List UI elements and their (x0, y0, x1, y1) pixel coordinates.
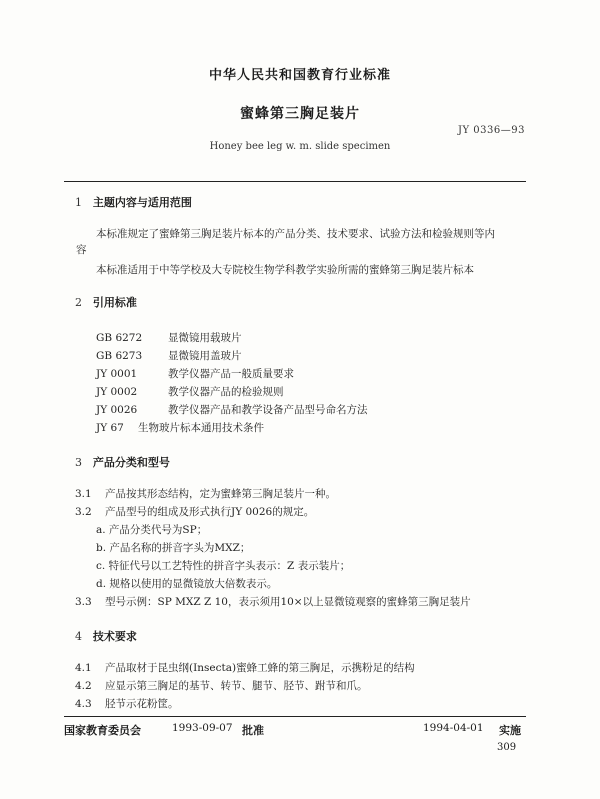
clause-4-2 (75, 678, 368, 693)
section-title: 产品分类和型号 (92, 456, 170, 469)
reference-title: 显微镜用盖玻片 (168, 350, 242, 362)
clause-text: 产品按其形态结构，定为蜜蜂第三胸足装片一种。 (105, 488, 336, 500)
standard-number: JY 0336—93 (458, 125, 525, 136)
section-title: 主题内容与适用范围 (92, 196, 192, 209)
document-title: 蜜蜂第三胸足装片 (240, 106, 360, 122)
paragraph: 本标准规定了蜜蜂第三胸足装片标本的产品分类、技术要求、试验方法和检验规则等内 (96, 228, 495, 240)
reference-title: 教学仪器产品的检验规则 (168, 386, 284, 398)
reference-title: 显微镜用载玻片 (168, 332, 242, 344)
section-4-heading (75, 628, 137, 644)
paragraph-continuation: 容 (76, 244, 87, 256)
clause-number: 4.1 (75, 662, 92, 674)
sub-item-b: b. 产品名称的拼音字头为MXZ； (96, 542, 251, 554)
reference-code: JY 0001 (96, 368, 138, 380)
approve-label: 批准 (242, 724, 264, 737)
section-2-heading (75, 294, 137, 310)
clause-number: 4.3 (75, 698, 92, 710)
clause-text: 型号示例：SP MXZ Z 10，表示须用10×以上显微镜观察的蜜蜂第三胸足装片 (105, 596, 471, 608)
sub-item-a: a. 产品分类代号为SP； (96, 524, 208, 536)
approve-date: 1993-09-07 (172, 722, 233, 734)
section-title: 技术要求 (92, 630, 137, 643)
section-number: 1 (75, 196, 82, 209)
clause-text: 产品型号的组成及形式执行JY 0026的规定。 (105, 506, 315, 518)
reference-item (96, 384, 284, 399)
clause-text: 应显示第三胸足的基节、转节、腿节、胫节、跗节和爪。 (105, 680, 368, 692)
reference-title: 教学仪器产品一般质量要求 (168, 368, 294, 380)
reference-item (96, 420, 264, 435)
header-divider (64, 181, 526, 182)
implementation-date: 1994-04-01 (423, 722, 484, 734)
section-3-heading (75, 454, 170, 470)
clause-text: 产品取材于昆虫纲(Insecta)蜜蜂工蜂的第三胸足，示携粉足的结构 (105, 662, 415, 674)
clause-4-3 (75, 696, 179, 711)
sub-item-c: c. 特征代号以工艺特性的拼音字头表示：Z 表示装片； (96, 560, 351, 572)
page-number: 309 (497, 742, 517, 753)
reference-title: 教学仪器产品和教学设备产品型号命名方法 (168, 404, 368, 416)
section-title: 引用标准 (92, 296, 137, 309)
reference-item (96, 366, 294, 381)
clause-4-1 (75, 660, 415, 675)
paragraph: 本标准适用于中等学校及大专院校生物学科教学实验所需的蜜蜂第三胸足装片标本 (96, 264, 474, 276)
reference-title: 生物玻片标本通用技术条件 (138, 422, 264, 434)
issuer: 国家教育委员会 (64, 724, 141, 737)
standard-category: 中华人民共和国教育行业标准 (208, 68, 391, 83)
reference-item (96, 330, 242, 345)
reference-item (96, 348, 242, 363)
clause-number: 4.2 (75, 680, 92, 692)
clause-3-1 (75, 486, 336, 501)
implementation-label: 实施 (499, 724, 521, 737)
footer-divider (64, 716, 526, 717)
section-1-heading (75, 194, 192, 210)
section-number: 3 (75, 456, 82, 469)
clause-number: 3.3 (75, 596, 92, 608)
sub-item-d: d. 规格以使用的显微镜放大倍数表示。 (96, 578, 278, 590)
clause-number: 3.1 (75, 488, 92, 500)
english-title: Honey bee leg w. m. slide specimen (209, 141, 391, 152)
clause-3-3 (75, 594, 471, 609)
reference-code: JY 0002 (96, 386, 138, 398)
reference-code: GB 6272 (96, 332, 143, 344)
reference-item (96, 402, 368, 417)
reference-code: GB 6273 (96, 350, 143, 362)
section-number: 2 (75, 296, 82, 309)
section-number: 4 (75, 630, 82, 643)
clause-number: 3.2 (75, 506, 92, 518)
reference-code: JY 0026 (96, 404, 138, 416)
clause-3-2 (75, 504, 314, 519)
clause-text: 胫节示花粉筐。 (105, 698, 179, 710)
reference-code: JY 67 (96, 422, 124, 434)
